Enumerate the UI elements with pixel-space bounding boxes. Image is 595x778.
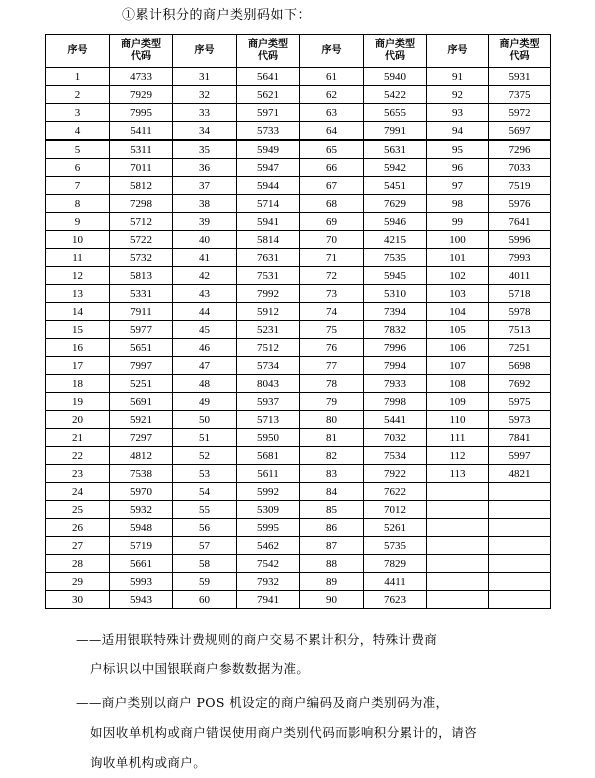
seq-no-cell: 13 [46,285,110,303]
seq-no-cell: 11 [46,249,110,267]
merchant-code-cell: 5732 [110,249,173,267]
table-row [46,447,551,465]
seq-no-cell: 3 [46,104,110,122]
merchant-code-cell: 7622 [364,483,427,501]
merchant-code-cell: 5993 [110,573,173,591]
merchant-code-cell: 5931 [489,68,551,86]
seq-no-cell: 72 [300,267,364,285]
seq-no-cell [427,555,489,573]
header-seq-no [46,35,110,68]
seq-no-cell: 16 [46,339,110,357]
seq-no-cell: 41 [173,249,237,267]
seq-no-cell: 19 [46,393,110,411]
merchant-code-cell: 5331 [110,285,173,303]
merchant-code-cell: 7298 [110,195,173,213]
seq-no-cell: 50 [173,411,237,429]
seq-no-cell: 109 [427,393,489,411]
merchant-code-cell [489,555,551,573]
seq-no-cell: 94 [427,122,489,141]
seq-no-cell: 10 [46,231,110,249]
merchant-code-cell: 7991 [364,122,427,141]
seq-no-cell: 89 [300,573,364,591]
merchant-code-cell: 5812 [110,177,173,195]
note-line: 户标识以中国银联商户参数数据为准。 [90,661,310,676]
table-header-row [46,35,551,68]
table-body [46,68,551,609]
seq-no-cell: 84 [300,483,364,501]
seq-no-cell: 45 [173,321,237,339]
seq-no-cell: 27 [46,537,110,555]
merchant-code-cell: 7692 [489,375,551,393]
seq-no-cell: 101 [427,249,489,267]
seq-no-cell: 29 [46,573,110,591]
merchant-code-cell: 5231 [237,321,300,339]
merchant-code-cell: 5942 [364,159,427,177]
merchant-code-cell: 7513 [489,321,551,339]
seq-no-cell: 75 [300,321,364,339]
header-label: 序号 [321,45,342,56]
seq-no-cell: 78 [300,375,364,393]
seq-no-cell: 37 [173,177,237,195]
seq-no-cell: 55 [173,501,237,519]
header-label: 代码 [385,51,405,62]
table-row [46,321,551,339]
seq-no-cell: 105 [427,321,489,339]
merchant-code-cell: 5722 [110,231,173,249]
merchant-code-cell: 5977 [110,321,173,339]
merchant-code-cell: 5311 [110,140,173,159]
seq-no-cell: 52 [173,447,237,465]
seq-no-cell: 18 [46,375,110,393]
merchant-code-cell: 5719 [110,537,173,555]
seq-no-cell: 39 [173,213,237,231]
merchant-code-cell: 7631 [237,249,300,267]
merchant-code-cell: 7623 [364,591,427,609]
merchant-code-cell: 5973 [489,411,551,429]
table-row [46,231,551,249]
merchant-code-cell: 5411 [110,122,173,141]
seq-no-cell: 91 [427,68,489,86]
table-row [46,339,551,357]
merchant-code-cell: 7012 [364,501,427,519]
seq-no-cell: 47 [173,357,237,375]
merchant-code-cell: 7535 [364,249,427,267]
merchant-code-cell: 7911 [110,303,173,321]
table-row [46,465,551,483]
merchant-code-cell: 7829 [364,555,427,573]
merchant-code-cell [489,573,551,591]
header-seq-no [300,35,364,68]
seq-no-cell: 82 [300,447,364,465]
merchant-code-cell [489,537,551,555]
seq-no-cell: 93 [427,104,489,122]
merchant-code-cell: 7832 [364,321,427,339]
seq-no-cell: 103 [427,285,489,303]
merchant-code-cell: 7531 [237,267,300,285]
seq-no-cell: 20 [46,411,110,429]
table-row [46,177,551,195]
seq-no-cell: 77 [300,357,364,375]
seq-no-cell: 35 [173,140,237,159]
header-seq-no [173,35,237,68]
merchant-code-cell: 5733 [237,122,300,141]
seq-no-cell: 59 [173,573,237,591]
merchant-code-cell: 5995 [237,519,300,537]
merchant-code-cell: 7933 [364,375,427,393]
merchant-code-cell: 5972 [489,104,551,122]
header-label: 商户类型 [499,39,540,50]
merchant-code-cell: 4215 [364,231,427,249]
table-row [46,483,551,501]
seq-no-cell: 17 [46,357,110,375]
merchant-code-cell: 5932 [110,501,173,519]
note-line: ——适用银联特殊计费规则的商户交易不累计积分，特殊计费商 [76,632,438,647]
seq-no-cell: 8 [46,195,110,213]
seq-no-cell: 68 [300,195,364,213]
merchant-code-cell: 7641 [489,213,551,231]
table-row [46,86,551,104]
merchant-code-cell [489,501,551,519]
table-row [46,104,551,122]
merchant-code-cell: 5948 [110,519,173,537]
seq-no-cell: 76 [300,339,364,357]
merchant-code-cell: 5251 [110,375,173,393]
seq-no-cell: 88 [300,555,364,573]
seq-no-cell: 7 [46,177,110,195]
merchant-code-cell: 5735 [364,537,427,555]
merchant-code-cell: 5681 [237,447,300,465]
merchant-code-cell: 5698 [489,357,551,375]
merchant-code-cell: 5946 [364,213,427,231]
seq-no-cell: 99 [427,213,489,231]
merchant-code-cell: 5921 [110,411,173,429]
table-row [46,213,551,231]
merchant-code-cell: 5976 [489,195,551,213]
merchant-code-cell: 5996 [489,231,551,249]
seq-no-cell: 70 [300,231,364,249]
merchant-code-cell: 7519 [489,177,551,195]
seq-no-cell: 79 [300,393,364,411]
merchant-code-cell: 5943 [110,591,173,609]
table-row [46,573,551,591]
table-row [46,555,551,573]
merchant-code-cell: 5310 [364,285,427,303]
table-row [46,249,551,267]
merchant-code-cell: 5713 [237,411,300,429]
seq-no-cell: 58 [173,555,237,573]
merchant-code-cell: 7375 [489,86,551,104]
seq-no-cell: 81 [300,429,364,447]
table-row [46,303,551,321]
note-line: 如因收单机构或商户错误使用商户类别代码而影响积分累计的，请咨 [90,725,478,740]
seq-no-cell: 42 [173,267,237,285]
merchant-code-cell: 7941 [237,591,300,609]
header-label: 商户类型 [121,39,161,50]
seq-no-cell: 51 [173,429,237,447]
seq-no-cell: 96 [427,159,489,177]
seq-no-cell: 111 [427,429,489,447]
seq-no-cell: 5 [46,140,110,159]
merchant-code-cell: 5947 [237,159,300,177]
table-row [46,519,551,537]
seq-no-cell: 23 [46,465,110,483]
merchant-code-cell: 7011 [110,159,173,177]
seq-no-cell: 66 [300,159,364,177]
seq-no-cell: 12 [46,267,110,285]
seq-no-cell: 4 [46,122,110,141]
seq-no-cell: 57 [173,537,237,555]
seq-no-cell: 32 [173,86,237,104]
merchant-code-cell: 5814 [237,231,300,249]
header-merchant-type-code [237,35,300,68]
merchant-code-cell: 5949 [237,140,300,159]
seq-no-cell: 46 [173,339,237,357]
merchant-code-cell: 4733 [110,68,173,86]
merchant-code-cell: 5734 [237,357,300,375]
seq-no-cell: 36 [173,159,237,177]
seq-no-cell: 48 [173,375,237,393]
seq-no-cell: 40 [173,231,237,249]
seq-no-cell: 6 [46,159,110,177]
table-row [46,429,551,447]
table-row [46,375,551,393]
seq-no-cell: 95 [427,140,489,159]
seq-no-cell: 112 [427,447,489,465]
merchant-category-code-table [45,34,551,609]
seq-no-cell: 73 [300,285,364,303]
seq-no-cell: 107 [427,357,489,375]
header-label: 商户类型 [375,39,415,50]
seq-no-cell: 24 [46,483,110,501]
note-line: ——商户类别以商户 POS 机设定的商户编码及商户类别码为准， [76,695,449,710]
seq-no-cell: 25 [46,501,110,519]
merchant-code-cell: 7542 [237,555,300,573]
merchant-code-cell: 5621 [237,86,300,104]
seq-no-cell: 38 [173,195,237,213]
seq-no-cell: 65 [300,140,364,159]
merchant-code-cell: 8043 [237,375,300,393]
merchant-code-cell [489,483,551,501]
merchant-code-cell: 5714 [237,195,300,213]
seq-no-cell: 83 [300,465,364,483]
merchant-code-cell: 5309 [237,501,300,519]
seq-no-cell: 53 [173,465,237,483]
merchant-code-cell: 7995 [110,104,173,122]
header-seq-no [427,35,489,68]
seq-no-cell: 1 [46,68,110,86]
header-label: 序号 [194,45,215,56]
merchant-code-cell: 5697 [489,122,551,141]
seq-no-cell: 87 [300,537,364,555]
header-merchant-type-code [489,35,551,68]
merchant-code-cell: 5941 [237,213,300,231]
seq-no-cell: 106 [427,339,489,357]
table-row [46,267,551,285]
seq-no-cell: 60 [173,591,237,609]
merchant-code-cell: 7932 [237,573,300,591]
table-row [46,285,551,303]
merchant-code-cell: 5451 [364,177,427,195]
table-row [46,501,551,519]
table-row [46,140,551,159]
table-row [46,159,551,177]
seq-no-cell: 98 [427,195,489,213]
merchant-code-cell: 7841 [489,429,551,447]
merchant-code-cell: 5950 [237,429,300,447]
merchant-code-cell: 7033 [489,159,551,177]
seq-no-cell: 63 [300,104,364,122]
merchant-code-cell: 7998 [364,393,427,411]
seq-no-cell: 26 [46,519,110,537]
header-label: 代码 [509,51,530,62]
merchant-code-cell [489,591,551,609]
merchant-code-cell: 4821 [489,465,551,483]
merchant-code-cell: 5945 [364,267,427,285]
merchant-code-cell: 5937 [237,393,300,411]
seq-no-cell: 49 [173,393,237,411]
seq-no-cell: 102 [427,267,489,285]
merchant-code-cell: 5651 [110,339,173,357]
seq-no-cell: 61 [300,68,364,86]
header-label: 代码 [258,51,278,62]
seq-no-cell [427,519,489,537]
seq-no-cell: 86 [300,519,364,537]
table-row [46,411,551,429]
seq-no-cell: 104 [427,303,489,321]
merchant-code-cell: 5997 [489,447,551,465]
seq-no-cell: 80 [300,411,364,429]
merchant-code-cell: 7538 [110,465,173,483]
seq-no-cell: 97 [427,177,489,195]
merchant-code-cell: 5940 [364,68,427,86]
merchant-code-cell: 5718 [489,285,551,303]
seq-no-cell: 113 [427,465,489,483]
merchant-code-cell: 5971 [237,104,300,122]
merchant-code-cell: 7297 [110,429,173,447]
merchant-code-cell: 5970 [110,483,173,501]
seq-no-cell: 62 [300,86,364,104]
merchant-code-cell: 5975 [489,393,551,411]
merchant-code-cell: 5261 [364,519,427,537]
merchant-code-cell: 5944 [237,177,300,195]
merchant-code-cell: 7929 [110,86,173,104]
seq-no-cell: 31 [173,68,237,86]
merchant-code-cell: 5712 [110,213,173,231]
merchant-code-cell: 7994 [364,357,427,375]
merchant-code-cell: 7534 [364,447,427,465]
table-row [46,393,551,411]
table-row [46,591,551,609]
merchant-code-cell: 5992 [237,483,300,501]
seq-no-cell: 90 [300,591,364,609]
seq-no-cell: 69 [300,213,364,231]
table-row [46,195,551,213]
seq-no-cell: 15 [46,321,110,339]
merchant-code-cell: 4411 [364,573,427,591]
merchant-code-cell: 5611 [237,465,300,483]
merchant-code-cell: 7997 [110,357,173,375]
merchant-code-cell: 5655 [364,104,427,122]
merchant-code-cell: 5641 [237,68,300,86]
merchant-code-cell: 5912 [237,303,300,321]
seq-no-cell: 33 [173,104,237,122]
merchant-code-cell: 7996 [364,339,427,357]
table-row [46,357,551,375]
seq-no-cell: 74 [300,303,364,321]
merchant-code-cell: 5462 [237,537,300,555]
table-row [46,537,551,555]
seq-no-cell: 56 [173,519,237,537]
merchant-code-cell: 7512 [237,339,300,357]
seq-no-cell: 64 [300,122,364,141]
merchant-code-cell: 5422 [364,86,427,104]
note-line: 询收单机构或商户。 [90,755,207,770]
merchant-code-cell [489,519,551,537]
seq-no-cell: 28 [46,555,110,573]
header-label: 代码 [131,51,151,62]
seq-no-cell: 92 [427,86,489,104]
seq-no-cell: 2 [46,86,110,104]
seq-no-cell: 34 [173,122,237,141]
merchant-code-cell: 5978 [489,303,551,321]
seq-no-cell [427,537,489,555]
section-heading: ①累计积分的商户类别码如下： [122,8,312,23]
seq-no-cell: 14 [46,303,110,321]
seq-no-cell: 67 [300,177,364,195]
header-merchant-type-code [364,35,427,68]
merchant-code-cell: 5813 [110,267,173,285]
header-label: 序号 [447,45,468,56]
merchant-code-cell: 7922 [364,465,427,483]
header-merchant-type-code [110,35,173,68]
seq-no-cell: 43 [173,285,237,303]
seq-no-cell [427,501,489,519]
seq-no-cell: 44 [173,303,237,321]
seq-no-cell: 110 [427,411,489,429]
merchant-code-cell: 7296 [489,140,551,159]
seq-no-cell: 22 [46,447,110,465]
header-label: 序号 [67,45,88,56]
table-row [46,68,551,86]
merchant-code-cell: 7993 [489,249,551,267]
merchant-code-cell: 5631 [364,140,427,159]
merchant-code-cell: 5661 [110,555,173,573]
merchant-code-cell: 7394 [364,303,427,321]
merchant-code-cell: 7992 [237,285,300,303]
seq-no-cell: 100 [427,231,489,249]
merchant-code-cell: 7629 [364,195,427,213]
seq-no-cell [427,483,489,501]
merchant-code-cell: 4812 [110,447,173,465]
merchant-code-cell: 7032 [364,429,427,447]
merchant-code-cell: 5441 [364,411,427,429]
seq-no-cell [427,591,489,609]
seq-no-cell: 21 [46,429,110,447]
seq-no-cell [427,573,489,591]
merchant-code-cell: 4011 [489,267,551,285]
seq-no-cell: 9 [46,213,110,231]
seq-no-cell: 108 [427,375,489,393]
merchant-code-cell: 5691 [110,393,173,411]
seq-no-cell: 54 [173,483,237,501]
seq-no-cell: 30 [46,591,110,609]
seq-no-cell: 85 [300,501,364,519]
seq-no-cell: 71 [300,249,364,267]
table-row [46,122,551,141]
merchant-code-cell: 7251 [489,339,551,357]
header-label: 商户类型 [248,39,288,50]
